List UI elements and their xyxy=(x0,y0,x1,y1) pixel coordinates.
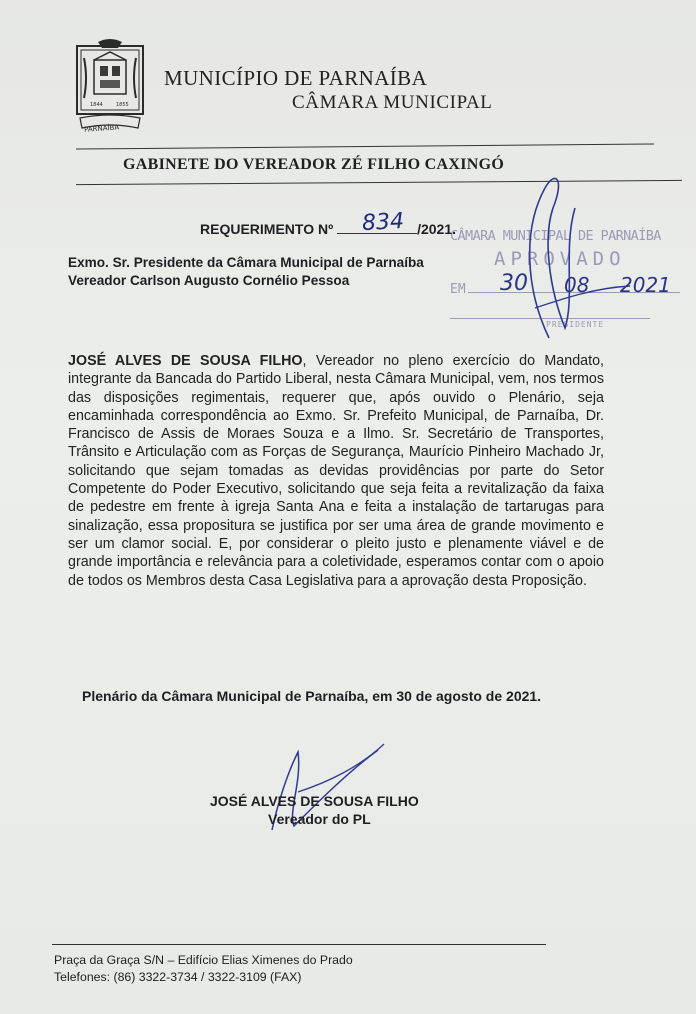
president-signature xyxy=(505,168,635,344)
municipal-crest-icon xyxy=(76,38,144,140)
stamp-role: PRESIDENTE xyxy=(546,320,605,329)
footer-address: Praça da Graça S/N – Edifício Elias Ximenes do Prado xyxy=(54,953,353,967)
footer-phones: Telefones: (86) 3322-3734 / 3322-3109 (FAX) xyxy=(54,970,302,984)
office-title: GABINETE DO VEREADOR ZÉ FILHO CAXINGÓ xyxy=(123,156,505,173)
request-label: REQUERIMENTO Nº xyxy=(200,221,334,237)
addressee-line-1: Exmo. Sr. Presidente da Câmara Municipal de Parnaíba xyxy=(68,255,424,270)
request-line xyxy=(200,221,456,237)
municipality-title: MUNICÍPIO DE PARNAÍBA xyxy=(164,66,428,90)
stamp-year: 2021 xyxy=(620,273,671,297)
header-rule-top xyxy=(76,143,654,149)
signatory-name: JOSÉ ALVES DE SOUSA FILHO xyxy=(210,793,419,809)
svg-text:1855: 1855 xyxy=(116,102,129,108)
request-year: /2021. xyxy=(417,221,457,237)
stamp-month: 08 xyxy=(564,273,590,297)
svg-text:PARNAÍBA: PARNAÍBA xyxy=(83,123,120,134)
stamp-em: EM xyxy=(450,282,466,297)
request-body xyxy=(68,352,604,590)
svg-text:1844: 1844 xyxy=(90,102,103,108)
signatory-role: Vereador do PL xyxy=(268,811,371,827)
stamp-status: APROVADO xyxy=(494,248,626,270)
body-text: , Vereador no pleno exercício do Mandato, integrante da Bancada do Partido Liberal, nesta Câmara Municipal, vem, nos termos das disposições regimentais, requerer que, após ouvido o Plenário, seja encaminhada correspondência ao Exmo. Sr. Prefeito Municipal, de Parnaíba, Dr. Francisco de Assis de Moraes Souza e a Ilmo. Sr. Secretário de Transportes, Trânsito e Articulação com as Forças de Segurança, Maurício Pinheiro Machado Jr, solicitando que sejam tomadas as devidas providências por parte do Setor Competente do Poder Executivo, solicitando que seja feita a revitalização da faixa de pedestre em frente à igreja Santa Ana e feita a instalação de tartarugas para sinalização, essa propositura se justifica por ser uma área de grande movimento e ser um clamor social. E, por considerar o pleito justo e plenamente viável e de grande importância e relevância para a coletividade, esperamos contar com o apoio de todos os Membros desta Casa Legislativa para a aprovação desta Proposição. xyxy=(68,353,605,589)
addressee-line-2: Vereador Carlson Augusto Cornélio Pessoa xyxy=(68,273,350,288)
stamp-chamber: CÂMARA MUNICIPAL DE PARNAÍBA xyxy=(450,228,661,244)
request-number-handwritten: 834 xyxy=(361,208,405,237)
closing-line: Plenário da Câmara Municipal de Parnaíba, em 30 de agosto de 2021. xyxy=(82,688,542,704)
footer-rule xyxy=(52,944,546,945)
chamber-title: CÂMARA MUNICIPAL xyxy=(292,92,493,113)
stamp-day: 30 xyxy=(500,271,528,296)
author-name: JOSÉ ALVES DE SOUSA FILHO xyxy=(68,353,303,369)
